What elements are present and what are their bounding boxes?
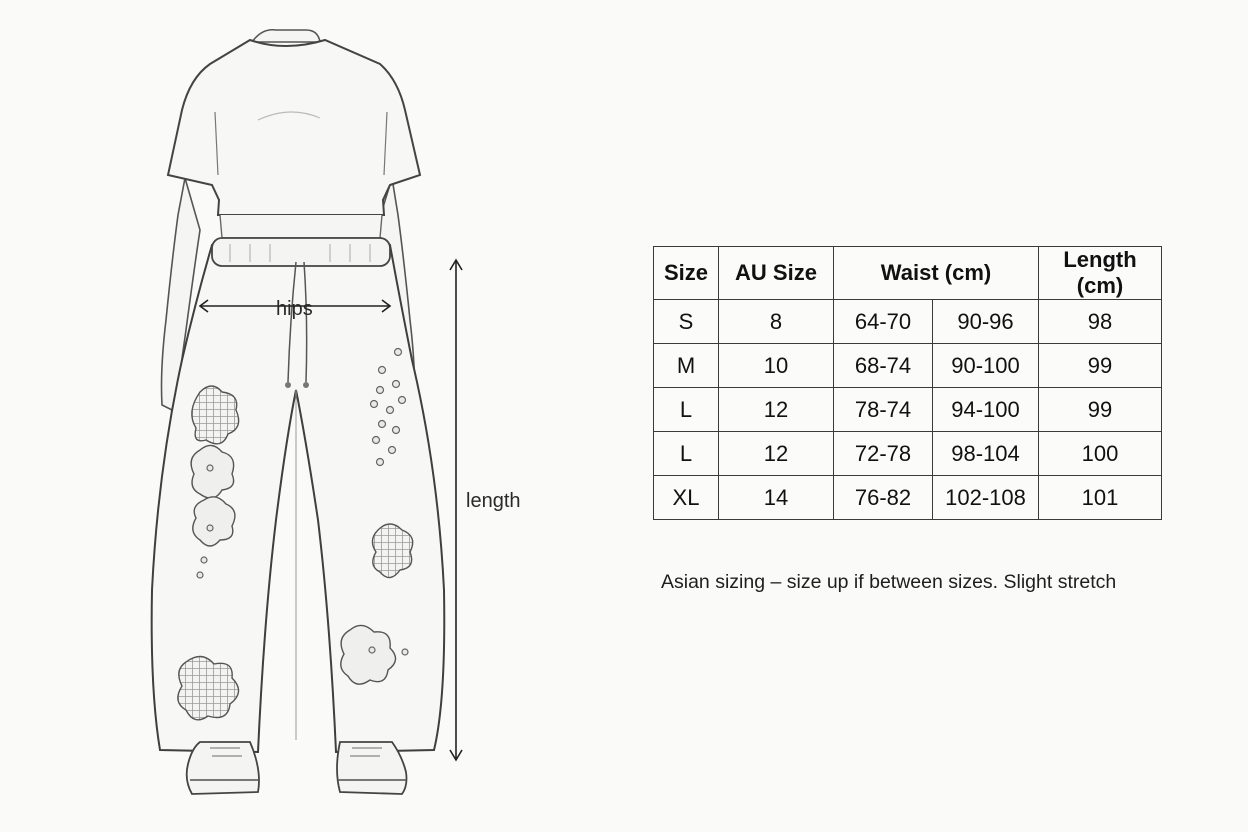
cell-length: 99 [1039, 388, 1162, 432]
cell-au-size: 12 [719, 432, 834, 476]
cell-size: M [654, 344, 719, 388]
cell-size: L [654, 432, 719, 476]
cell-hips: 90-100 [933, 344, 1039, 388]
table-header-row [654, 247, 1162, 300]
table-row [654, 300, 1162, 344]
waistband [212, 238, 390, 266]
cell-hips: 98-104 [933, 432, 1039, 476]
cell-hips: 90-96 [933, 300, 1039, 344]
length-arrow [450, 260, 462, 760]
size-chart-table [653, 246, 1162, 520]
cell-hips: 94-100 [933, 388, 1039, 432]
tshirt [168, 40, 420, 215]
model-sketch [0, 0, 560, 832]
cell-size: XL [654, 476, 719, 520]
cell-au-size: 8 [719, 300, 834, 344]
cell-length: 99 [1039, 344, 1162, 388]
cell-au-size: 14 [719, 476, 834, 520]
cell-au-size: 12 [719, 388, 834, 432]
cell-length: 101 [1039, 476, 1162, 520]
cell-waist: 68-74 [834, 344, 933, 388]
header-au-size: AU Size [719, 247, 834, 300]
sizing-note: Asian sizing – size up if between sizes. Slight stretch [661, 571, 1117, 593]
cell-length: 98 [1039, 300, 1162, 344]
cell-waist: 72-78 [834, 432, 933, 476]
cell-length: 100 [1039, 432, 1162, 476]
midriff [220, 215, 382, 238]
cell-size: S [654, 300, 719, 344]
cell-au-size: 10 [719, 344, 834, 388]
header-length: Length (cm) [1039, 247, 1162, 300]
cell-size: L [654, 388, 719, 432]
table-row [654, 388, 1162, 432]
header-waist: Waist (cm) [834, 247, 1039, 300]
header-size: Size [654, 247, 719, 300]
cell-hips: 102-108 [933, 476, 1039, 520]
cell-waist: 76-82 [834, 476, 933, 520]
sneakers [187, 742, 407, 794]
hips-label: hips [276, 298, 313, 320]
cell-waist: 64-70 [834, 300, 933, 344]
table-row [654, 432, 1162, 476]
table-row [654, 344, 1162, 388]
length-label: length [466, 490, 521, 512]
cell-waist: 78-74 [834, 388, 933, 432]
table-row [654, 476, 1162, 520]
